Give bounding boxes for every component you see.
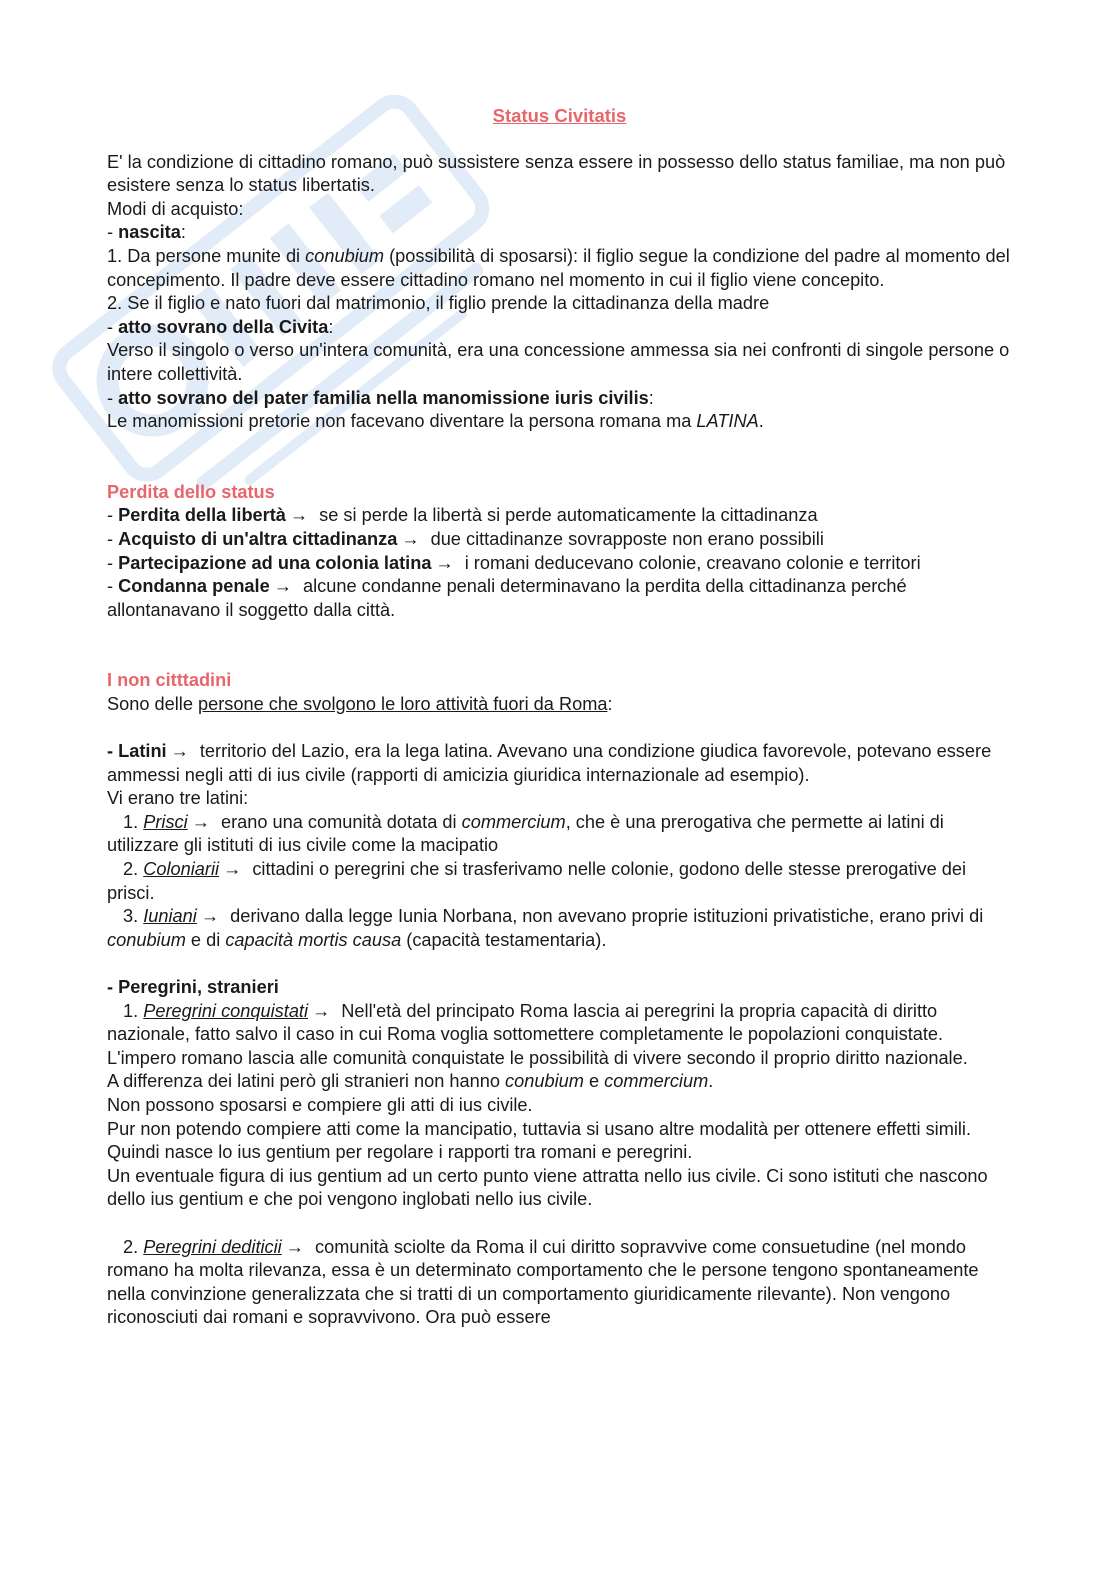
arrow-icon: →: [223, 859, 242, 880]
arrow-icon: →: [285, 1236, 304, 1257]
section-heading-perdita: Perdita dello status: [107, 481, 275, 502]
modi-acquisto: Modi di acquisto:: [107, 198, 244, 219]
non-possono: Non possono sposarsi e compiere gli atti di ius civile.: [107, 1094, 533, 1115]
perdita-item: - Perdita della libertà → se si perde la libertà si perde automaticamente la cittadinanza: [107, 505, 818, 526]
arrow-icon: →: [312, 1000, 331, 1021]
quindi-ius-gentium: Quindi nasce lo ius gentium per regolare i rapporti tra romani e peregrini.: [107, 1142, 693, 1163]
latini-paragraph: - Latini → territorio del Lazio, era la lega latina. Avevano una condizione giudica favorevole, potevano essere ammessi negli atti di ius civile (rapporti di amicizia giuridica internazionale ad esempio).: [107, 741, 992, 785]
latini-prisci: 1. Prisci → erano una comunità dotata di commercium, che è una prerogativa che permette ai latini di utilizzare gli istituti di ius civile come la macipatio: [107, 811, 944, 856]
atto-civita-text: Verso il singolo o verso un'intera comunità, era una concessione ammessa sia nei confronti di singole persone o intere collettività.: [107, 340, 1010, 384]
arrow-icon: →: [170, 741, 189, 762]
atto-civita-line: - atto sovrano della Civita:: [107, 316, 334, 337]
page-title: Status Civitatis: [492, 105, 627, 126]
arrow-icon: →: [200, 906, 220, 927]
perdita-item: - Partecipazione ad una colonia latina → i romani deducevano colonie, creavano colonie e territori: [107, 552, 921, 573]
peregrini-dediticii: 2. Peregrini dediticii → comunità sciolte da Roma il cui diritto sopravvive come consuetudine (nel mondo romano ha molta rilevanza, essa è un determinato comportamento che le persone tengono spontaneamente nella convinzione generalizzata che si tratti di un comportamento giuridicamente rilevante). Non vengono riconosciuti dai romani e sopravvivono. Ora può essere: [107, 1236, 979, 1328]
nascita-line: - nascita:: [107, 222, 186, 243]
section-heading-non-cittadini: I non citttadini: [107, 670, 232, 691]
non-cittadini-intro: Sono delle persone che svolgono le loro attività fuori da Roma:: [107, 693, 613, 714]
atto-pater-line: - atto sovrano del pater familia nella manomissione iuris civilis:: [107, 387, 654, 408]
latini-iuniani: 3. Iuniani → derivano dalla legge Iunia Norbana, non avevano proprie istituzioni privatistiche, erano privi di conubium e di capacità mortis causa (capacità testamentaria).: [107, 906, 984, 950]
pur-non-potendo: Pur non potendo compiere atti come la mancipatio, tuttavia si usano altre modalità per ottenere effetti simili.: [107, 1118, 972, 1139]
nascita-point-1: 1. Da persone munite di conubium (possibilità di sposarsi): il figlio segue la condizione del padre al momento del concepimento. Il padre deve essere cittadino romano nel momento in cui il figlio viene concepito.: [107, 245, 1010, 290]
peregrini-heading: - Peregrini, stranieri: [107, 977, 279, 997]
tre-latini: Vi erano tre latini:: [107, 788, 249, 809]
intro-paragraph: E' la condizione di cittadino romano, può sussistere senza essere in possesso dello status familiae, ma non può esistere senza lo status libertatis.: [107, 151, 1006, 196]
atto-pater-text: Le manomissioni pretorie non facevano diventare la persona romana ma LATINA.: [107, 411, 764, 432]
document-page: [107, 104, 1012, 1330]
latini-coloniarii: 2. Coloniarii → cittadini o peregrini che si trasferivamo nelle colonie, godono delle stesse prerogative dei prisci.: [107, 859, 967, 903]
arrow-icon: →: [435, 552, 454, 573]
peregrini-conquistati: 1. Peregrini conquistati → Nell'età del principato Roma lascia ai peregrini la propria capacità di diritto nazionale, fatto salvo il caso in cui Roma voglia sottomettere completamente le popolazioni conquistate. L'impero romano lascia alle comunità conquistate le possibilità di vivere secondo il proprio diritto nazionale.: [107, 1000, 968, 1068]
arrow-icon: →: [191, 811, 210, 832]
eventuale-figura: Un eventuale figura di ius gentium ad un certo punto viene attratta nello ius civile. Ci sono istituti che nascono dello ius gentium e che poi vengono inglobati nello ius civile.: [107, 1165, 988, 1210]
nascita-point-2: 2. Se il figlio e nato fuori dal matrimonio, il figlio prende la cittadinanza della madre: [107, 293, 770, 314]
arrow-icon: →: [289, 505, 309, 526]
arrow-icon: →: [273, 576, 292, 597]
differenza-latini: A differenza dei latini però gli stranieri non hanno conubium e commercium.: [107, 1071, 714, 1092]
perdita-item: - Acquisto di un'altra cittadinanza → due cittadinanze sovrapposte non erano possibili: [107, 528, 824, 549]
perdita-item: - Condanna penale → alcune condanne penali determinavano la perdita della cittadinanza perché allontanavano il soggetto dalla città.: [107, 576, 907, 620]
arrow-icon: →: [401, 528, 420, 549]
